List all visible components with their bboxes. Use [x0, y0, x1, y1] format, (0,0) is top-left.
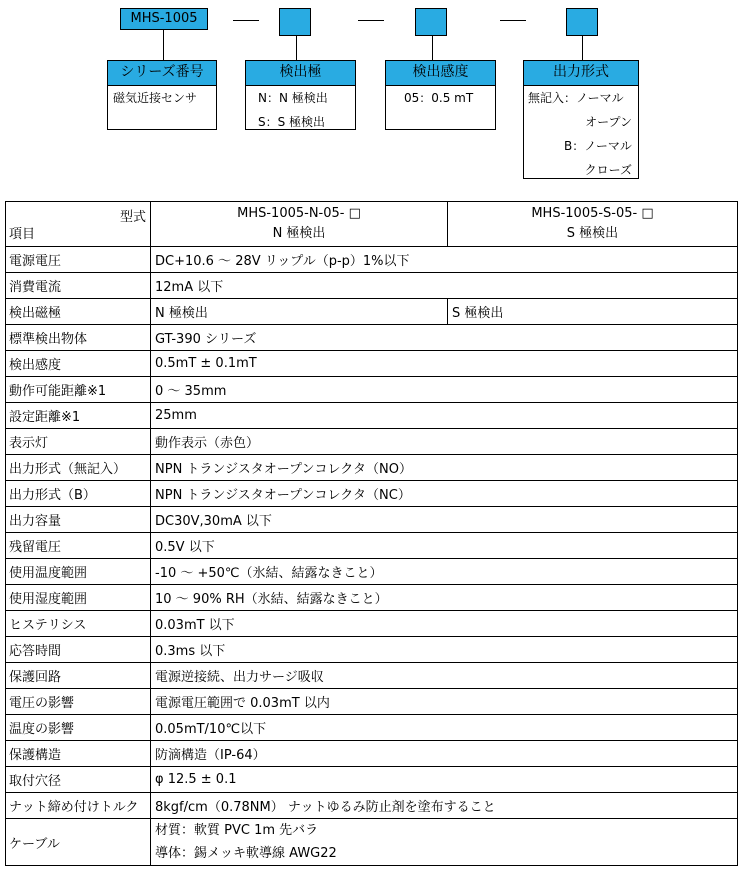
spec-row-temperature-effect	[6, 715, 738, 741]
spec-label: 応答時間	[6, 637, 151, 663]
spec-label: 使用湿度範囲	[6, 585, 151, 611]
spec-value: 電源電圧範囲で 0.03mT 以内	[151, 689, 738, 715]
spec-label: 標準検出物体	[6, 325, 151, 351]
spec-label: 温度の影響	[6, 715, 151, 741]
detection-pole-title: 検出極	[246, 61, 355, 86]
spec-value: 25mm	[151, 403, 738, 429]
output-type-box	[523, 60, 639, 179]
detection-pole-option-n: N：N 極検出	[258, 91, 328, 105]
detection-pole-box	[245, 60, 356, 130]
spec-row-hysteresis	[6, 611, 738, 637]
spec-value-n: N 極検出	[151, 299, 448, 325]
code-box-output	[566, 8, 598, 36]
spec-label: 使用温度範囲	[6, 559, 151, 585]
output-type-option-none: 無記入：ノーマル	[528, 91, 624, 105]
spec-label: 保護回路	[6, 663, 151, 689]
spec-row-residual-voltage	[6, 533, 738, 559]
spec-label: 検出磁極	[6, 299, 151, 325]
header-model-s-desc: S 極検出	[566, 226, 619, 241]
output-type-option-b: B：ノーマル	[564, 139, 632, 153]
header-model-s-code: MHS-1005-S-05- □	[531, 206, 654, 221]
spec-label: 設定距離※1	[6, 403, 151, 429]
spec-value: 0.3ms 以下	[151, 637, 738, 663]
spec-value: 0.05mT/10℃以下	[151, 715, 738, 741]
header-model-n	[151, 202, 448, 247]
corner-item-label: 項目	[9, 227, 36, 242]
series-number-box	[107, 60, 217, 130]
spec-row-response-time	[6, 637, 738, 663]
spec-label: 電源電圧	[6, 247, 151, 273]
connector-line	[582, 36, 583, 60]
spec-label: 消費電流	[6, 273, 151, 299]
spec-label: ヒステリシス	[6, 611, 151, 637]
spec-label: 出力形式（無記入）	[6, 455, 151, 481]
spec-value: φ 12.5 ± 0.1	[151, 767, 738, 793]
spec-value: 防滴構造（IP-64）	[151, 741, 738, 767]
detection-pole-option-s: S：S 極検出	[258, 115, 326, 129]
spec-row-output-none	[6, 455, 738, 481]
separator-dash	[358, 20, 384, 21]
spec-value: 0.5mT ± 0.1mT	[151, 351, 738, 377]
spec-header-row	[6, 202, 738, 247]
header-model-n-code: MHS-1005-N-05- □	[237, 206, 361, 221]
spec-label: 保護構造	[6, 741, 151, 767]
spec-row-current	[6, 273, 738, 299]
spec-value: 10 ～ 90% RH（氷結、結露なきこと）	[151, 585, 738, 611]
spec-label: 出力形式（B）	[6, 481, 151, 507]
spec-label: 電圧の影響	[6, 689, 151, 715]
spec-value: DC30V,30mA 以下	[151, 507, 738, 533]
spec-corner-cell	[6, 202, 151, 247]
spec-row-voltage-effect	[6, 689, 738, 715]
spec-label: 表示灯	[6, 429, 151, 455]
spec-value: 0.5V 以下	[151, 533, 738, 559]
spec-label: ナット締め付けトルク	[6, 793, 151, 819]
cable-material: 材質：軟質 PVC 1m 先バラ	[155, 823, 319, 838]
corner-model-label: 型式	[119, 210, 146, 225]
spec-value: GT-390 シリーズ	[151, 325, 738, 351]
spec-table	[5, 201, 738, 866]
output-type-option-none-cont: オープン	[585, 115, 632, 129]
spec-row-protection-circuit	[6, 663, 738, 689]
spec-label: 動作可能距離※1	[6, 377, 151, 403]
spec-label: 取付穴径	[6, 767, 151, 793]
spec-value: NPN トランジスタオープンコレクタ（NO）	[151, 455, 738, 481]
code-box-sensitivity	[415, 8, 447, 36]
spec-row-sensitivity	[6, 351, 738, 377]
spec-row-output-b	[6, 481, 738, 507]
spec-value: 12mA 以下	[151, 273, 738, 299]
spec-value: -10 ～ +50℃（氷結、結露なきこと）	[151, 559, 738, 585]
spec-label: 出力容量	[6, 507, 151, 533]
spec-row-protection-structure	[6, 741, 738, 767]
spec-label: ケーブル	[6, 819, 151, 866]
spec-value: DC+10.6 ～ 28V リップル（p-p）1%以下	[151, 247, 738, 273]
code-box-pole	[279, 8, 311, 36]
spec-row-cable	[6, 819, 738, 866]
spec-label: 検出感度	[6, 351, 151, 377]
spec-value: NPN トランジスタオープンコレクタ（NC）	[151, 481, 738, 507]
header-model-n-desc: N 極検出	[272, 226, 326, 241]
spec-value: 0.03mT 以下	[151, 611, 738, 637]
connector-line	[296, 36, 297, 60]
separator-dash	[233, 20, 259, 21]
spec-value: 動作表示（赤色）	[151, 429, 738, 455]
spec-row-operating-distance	[6, 377, 738, 403]
spec-row-magnetic-pole	[6, 299, 738, 325]
spec-row-standard-object	[6, 325, 738, 351]
spec-row-output-capacity	[6, 507, 738, 533]
output-type-title: 出力形式	[524, 61, 638, 86]
series-number-title: シリーズ番号	[108, 61, 216, 86]
cable-conductor: 導体：錫メッキ軟導線 AWG22	[155, 846, 337, 861]
spec-label: 残留電圧	[6, 533, 151, 559]
connector-line	[432, 36, 433, 60]
header-model-s	[448, 202, 738, 247]
separator-dash	[500, 20, 526, 21]
series-number-desc: 磁気近接センサ	[113, 91, 198, 105]
spec-value-cable	[151, 819, 738, 866]
spec-row-supply-voltage	[6, 247, 738, 273]
spec-value: 電源逆接続、出力サージ吸収	[151, 663, 738, 689]
output-type-option-b-cont: クローズ	[584, 163, 632, 177]
spec-value: 0 ～ 35mm	[151, 377, 738, 403]
spec-row-nut-torque	[6, 793, 738, 819]
model-number-box: MHS-1005	[120, 8, 208, 30]
spec-row-humidity-range	[6, 585, 738, 611]
sensitivity-option: 05：0.5 mT	[404, 91, 474, 105]
connector-line	[163, 30, 164, 60]
spec-value-s: S 極検出	[448, 299, 738, 325]
sensitivity-box	[385, 60, 496, 130]
spec-row-temperature-range	[6, 559, 738, 585]
spec-row-set-distance	[6, 403, 738, 429]
spec-row-indicator	[6, 429, 738, 455]
sensitivity-title: 検出感度	[386, 61, 495, 86]
model-code-diagram	[0, 0, 743, 190]
spec-value: 8kgf/cm（0.78NM） ナットゆるみ防止剤を塗布すること	[151, 793, 738, 819]
spec-row-mounting-hole	[6, 767, 738, 793]
